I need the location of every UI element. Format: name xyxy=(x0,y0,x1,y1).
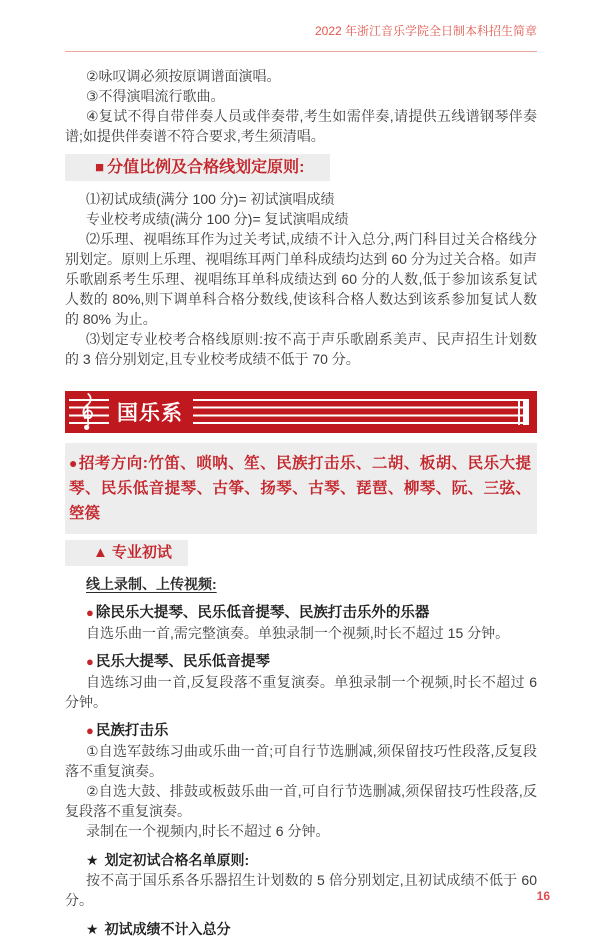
initial-pass-rule-label: 划定初试合格名单原则: xyxy=(104,852,250,868)
instrument-item-1-label: 除民乐大提琴、民乐低音提琴、民族打击乐外的乐器 xyxy=(95,605,430,621)
instrument-item-1-title xyxy=(65,603,537,623)
vocal-para-accompaniment: ④复试不得自带伴奏人员或伴奏带,考生如需伴奏,请提供五线谱钢琴伴奏谱;如提供伴奏谱不符合要求,考生须清唱。 xyxy=(65,108,537,144)
initial-exam-heading xyxy=(65,540,188,566)
score-ratio-heading xyxy=(65,154,330,181)
instrument-item-2-title xyxy=(65,652,537,672)
page-content xyxy=(65,24,537,939)
instrument-item-3-desc-2: ②自选大鼓、排鼓或板鼓乐曲一首,可自行节选删减,须保留技巧性段落,反复段落不重复演奏。 xyxy=(65,783,537,819)
instrument-item-3-desc-3: 录制在一个视频内,时长不超过 6 分钟。 xyxy=(86,823,330,839)
initial-pass-rule-desc: 按不高于国乐系各乐器招生计划数的 5 倍分别划定,且初试成绩不低于 60 分。 xyxy=(65,872,537,908)
square-bullet-icon: ■ xyxy=(95,159,105,176)
score-line-2: 专业校考成绩(满分 100 分)= 复试演唱成绩 xyxy=(86,211,349,227)
header-divider xyxy=(65,51,537,52)
circle-bullet-icon: ● xyxy=(69,455,78,471)
star-icon: ★ xyxy=(86,852,99,868)
department-title: 国乐系 xyxy=(117,402,183,425)
admission-directions xyxy=(65,443,537,534)
triangle-icon: ▲ xyxy=(93,544,108,561)
page-header-title: 2022 年浙江音乐学院全日制本科招生简章 xyxy=(314,24,537,38)
initial-pass-rule-heading xyxy=(65,850,537,870)
instrument-item-3-title xyxy=(65,721,537,741)
online-upload-note xyxy=(86,574,537,594)
circle-bullet-icon: ● xyxy=(86,605,94,620)
instrument-item-3-desc-1: ①自选军鼓练习曲或乐曲一首;可自行节选删减,须保留技巧性段落,反复段落不重复演奏。 xyxy=(65,743,537,779)
initial-score-rule-heading xyxy=(65,919,537,939)
initial-score-rule-label: 初试成绩不计入总分 xyxy=(104,921,231,937)
vocal-para-pop: ③不得演唱流行歌曲。 xyxy=(86,88,225,104)
circle-bullet-icon: ● xyxy=(86,654,94,669)
score-para-3: ⑶划定专业校考合格线原则:按不高于声乐歌剧系美声、民声招生计划数的 3 倍分别划定,且专业校考成绩不低于 70 分。 xyxy=(65,331,537,367)
barline-thick xyxy=(523,399,529,425)
page-number: 16 xyxy=(536,889,550,903)
instrument-item-2-desc: 自选练习曲一首,反复段落不重复演奏。单独录制一个视频,时长不超过 6 分钟。 xyxy=(65,674,537,710)
staff-lines-left xyxy=(69,399,109,425)
treble-clef-icon xyxy=(76,392,98,432)
instrument-item-2-label: 民乐大提琴、民乐低音提琴 xyxy=(95,654,270,670)
score-line-1: ⑴初试成绩(满分 100 分)= 初试演唱成绩 xyxy=(86,191,335,207)
score-para-2: ⑵乐理、视唱练耳作为过关考试,成绩不计入总分,两门科目过关合格线分别划定。原则上乐理、视唱练耳两门单科成绩均达到 60 分为过关合格。如声乐歌剧系考生乐理、视唱练耳单科成绩达到 60 分的人数,低于参加该系复试人数的 80%,则下调单科合格分数线,使该科合格人数达到该系参加复试人数的 80% 为止。 xyxy=(65,231,537,327)
instrument-item-3-label: 民族打击乐 xyxy=(95,723,169,739)
score-ratio-heading-label: 分值比例及合格线划定原则: xyxy=(107,159,305,176)
online-upload-note-text: 线上录制、上传视频: xyxy=(86,576,217,592)
instrument-item-1-desc: 自选乐曲一首,需完整演奏。单独录制一个视频,时长不超过 15 分钟。 xyxy=(86,625,510,641)
admission-directions-text: 招考方向:竹笛、唢呐、笙、民族打击乐、二胡、板胡、民乐大提琴、民乐低音提琴、古筝、扬琴、古琴、琵琶、柳琴、阮、三弦、箜篌 xyxy=(69,455,531,522)
circle-bullet-icon: ● xyxy=(86,723,94,738)
staff-lines-right xyxy=(193,399,529,425)
initial-exam-heading-label: 专业初试 xyxy=(111,544,172,561)
barline-thin xyxy=(518,399,520,425)
guoyue-department-banner xyxy=(65,391,537,433)
star-icon: ★ xyxy=(86,921,99,937)
vocal-para-aria: ②咏叹调必须按原调谱面演唱。 xyxy=(86,68,281,84)
